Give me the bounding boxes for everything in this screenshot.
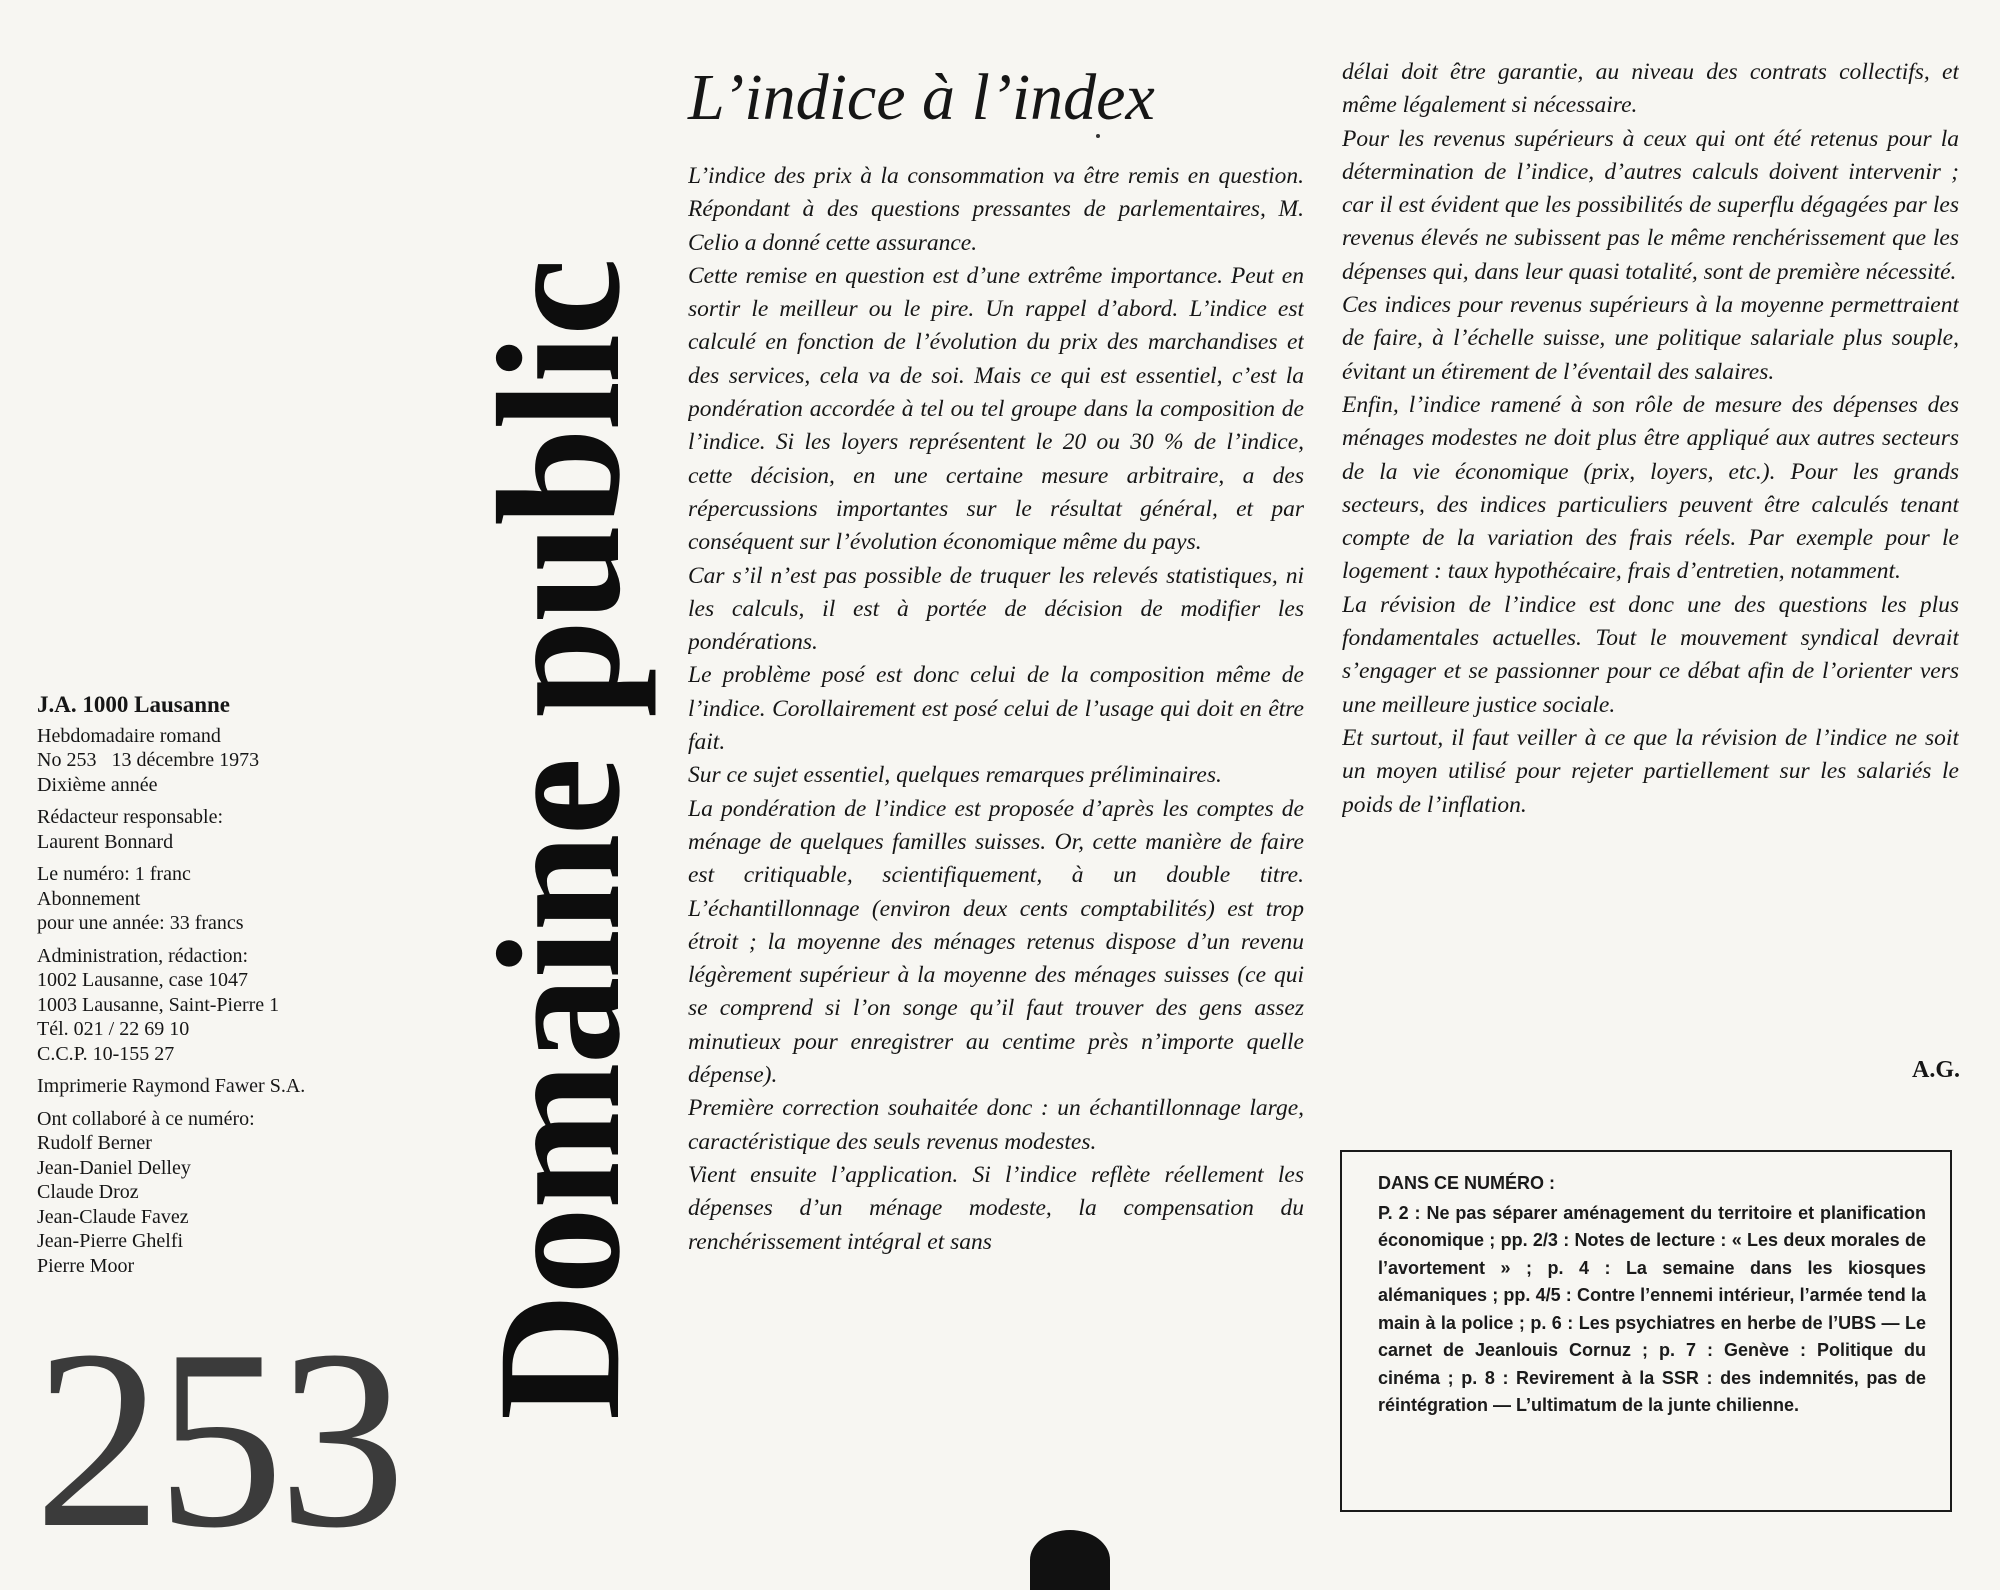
contributor-name: Rudolf Berner — [37, 1132, 152, 1154]
masthead-info — [37, 693, 427, 1286]
contributor-name: Jean-Pierre Ghelfi — [37, 1230, 184, 1252]
article-paragraph: L’indice des prix à la consommation va être remis en question. Répondant à des questions pressantes de parlementaires, M. Celio a donné cette assurance. — [688, 163, 1304, 256]
article-column-2 — [1342, 56, 1959, 1036]
editor-details — [37, 805, 427, 854]
article-column-1 — [688, 160, 1304, 1525]
article-paragraph: Car s’il n’est pas possible de truquer les relevés statistiques, ni les calculs, il est à portée de décision de modifier les pondérations. — [688, 562, 1304, 656]
printer-line: Imprimerie Raymond Fawer S.A. — [37, 1075, 306, 1097]
article-paragraph: Vient ensuite l’application. Si l’indice reflète réellement les dépenses d’un ménage modeste, la compensation du renchérissement intégral et sans — [688, 1161, 1304, 1255]
administration-line: C.C.P. 10-155 27 — [37, 1042, 175, 1065]
article-paragraph: La révision de l’indice est donc une des questions les plus fondamentales actuelles. Tout le mouvement syndical devrait s’engager et se passionner pour ce débat afin de l’orienter vers une meilleure justice sociale. — [1342, 591, 1959, 718]
contents-heading: DANS CE NUMÉRO : — [1378, 1173, 1556, 1193]
contents-box — [1340, 1150, 1952, 1512]
article-paragraph: Le problème posé est donc celui de la composition même de l’indice. Corollairement est posé celui de l’usage qui doit en être fait. — [688, 662, 1304, 756]
logo-text: Domaine public — [462, 259, 657, 1421]
article-paragraph: Enfin, l’indice ramené à son rôle de mesure des dépenses des ménages modestes ne doit plus être appliqué aux autres secteurs de la vie économique (prix, loyers, etc.). Pour les grands secteurs, des indices particuliers peuvent être calculés tenant compte de la variation des frais réels. Par exemple pour le logement : taux hypothécaire, frais d’entretien, notamment. — [1342, 391, 1959, 585]
publication-logo — [440, 140, 680, 1540]
ink-speck — [1096, 134, 1100, 138]
ink-blot — [1030, 1530, 1110, 1590]
administration-line: Tél. 021 / 22 69 10 — [37, 1018, 190, 1040]
article-paragraph: Pour les revenus supérieurs à ceux qui ont été retenus pour la détermination de l’indice, d’autres calculs doivent intervenir ; car il est évident que les possibilités de superflu dégagées par les revenus élevés ne subissent pas le même renchérissement que les dépenses qui, dans leur quasi totalité, sont de première nécessité. — [1342, 125, 1959, 285]
issue-number: 253 — [34, 1298, 400, 1581]
price-details — [37, 862, 427, 936]
article-paragraph: Première correction souhaitée donc : un échantillonnage large, caractéristique des seuls revenus modestes. — [688, 1095, 1304, 1155]
price-line: pour une année: 33 francs — [37, 912, 244, 934]
administration-line: Administration, rédaction: — [37, 944, 249, 967]
article-paragraph: Sur ce sujet essentiel, quelques remarques préliminaires. — [688, 762, 1222, 789]
contributors-block — [37, 1107, 427, 1279]
contributors-heading: Ont collaboré à ce numéro: — [37, 1107, 255, 1130]
price-line: Abonnement — [37, 887, 141, 910]
price-line: Le numéro: 1 franc — [37, 863, 191, 885]
author-signature: A.G. — [1912, 1057, 1960, 1083]
publication-line: Dixième année — [37, 773, 158, 796]
publication-details — [37, 724, 427, 798]
article-paragraph: Cette remise en question est d’une extrême importance. Peut en sortir le meilleur ou le pire. Un rappel d’abord. L’indice est calculé en fonction de l’évolution du prix des marchandises et des services, cela va de soi. Mais ce qui est essentiel, c’est la pondération accordée à tel ou tel groupe dans la composition de l’indice. Si les loyers représentent le 20 ou 30 % de l’indice, cette décision, en une certaine mesure arbitraire, a des répercussions importantes sur le résultat général, et par conséquent sur l’évolution économique même du pays. — [688, 262, 1304, 556]
contributor-name: Jean-Claude Favez — [37, 1205, 189, 1228]
administration-details — [37, 944, 427, 1067]
article-title: L’indice à l’index — [688, 61, 1155, 134]
publication-line: No 253 13 décembre 1973 — [37, 749, 260, 771]
editor-line: Laurent Bonnard — [37, 830, 174, 853]
contributor-name: Pierre Moor — [37, 1254, 135, 1277]
mailing-code: J.A. 1000 Lausanne — [37, 692, 230, 717]
article-paragraph: Ces indices pour revenus supérieurs à la moyenne permettraient de faire, à l’échelle suisse, une politique salariale plus souple, évitant un étirement de l’éventail des salaires. — [1342, 292, 1959, 385]
printer-details — [37, 1074, 427, 1099]
editor-line: Rédacteur responsable: — [37, 806, 224, 828]
article-paragraph: La pondération de l’indice est proposée d’après les comptes de ménage de quelques familles suisses. Or, cette manière de faire est critiquable, scientifiquement, à un double titre. L’échantillonnage (environ deux cents comptabilités) est trop étroit ; la moyenne des ménages retenus dispose d’un revenu légèrement supérieur à la moyenne des ménages suisses (ce qui se comprend si l’on songe qu’il faut trouver des gens assez minutieux pour enregistrer au centime près n’importe quelle dépense). — [688, 795, 1304, 1089]
contents-body: P. 2 : Ne pas séparer aménagement du territoire et planification économique ; pp. 2/3 : Notes de lecture : « Les deux morales de l’avortement » ; p. 4 : La semaine dans les kiosques alémaniques ; pp. 4/5 : Contre l’ennemi intérieur, l’armée tend la main à la police ; p. 6 : Les psychiatres en herbe de l’UBS — Le carnet de Jeanlouis Cornuz ; p. 7 : Genève : Politique du cinéma ; p. 8 : Revirement à la SSR : des indemnités, pas de réintégration — L’ultimatum de la junte chilienne. — [1378, 1202, 1926, 1415]
administration-line: 1002 Lausanne, case 1047 — [37, 969, 249, 991]
publication-line: Hebdomadaire romand — [37, 724, 221, 747]
article-paragraph: Et surtout, il faut veiller à ce que la révision de l’indice ne soit un moyen utilisé pour rejeter partiellement sur les salariés le poids de l’inflation. — [1342, 724, 1959, 818]
contributor-name: Claude Droz — [37, 1181, 139, 1203]
administration-line: 1003 Lausanne, Saint-Pierre 1 — [37, 993, 280, 1016]
contributor-name: Jean-Daniel Delley — [37, 1156, 191, 1179]
article-paragraph: délai doit être garantie, au niveau des contrats collectifs, et même légalement si nécessaire. — [1342, 59, 1959, 119]
